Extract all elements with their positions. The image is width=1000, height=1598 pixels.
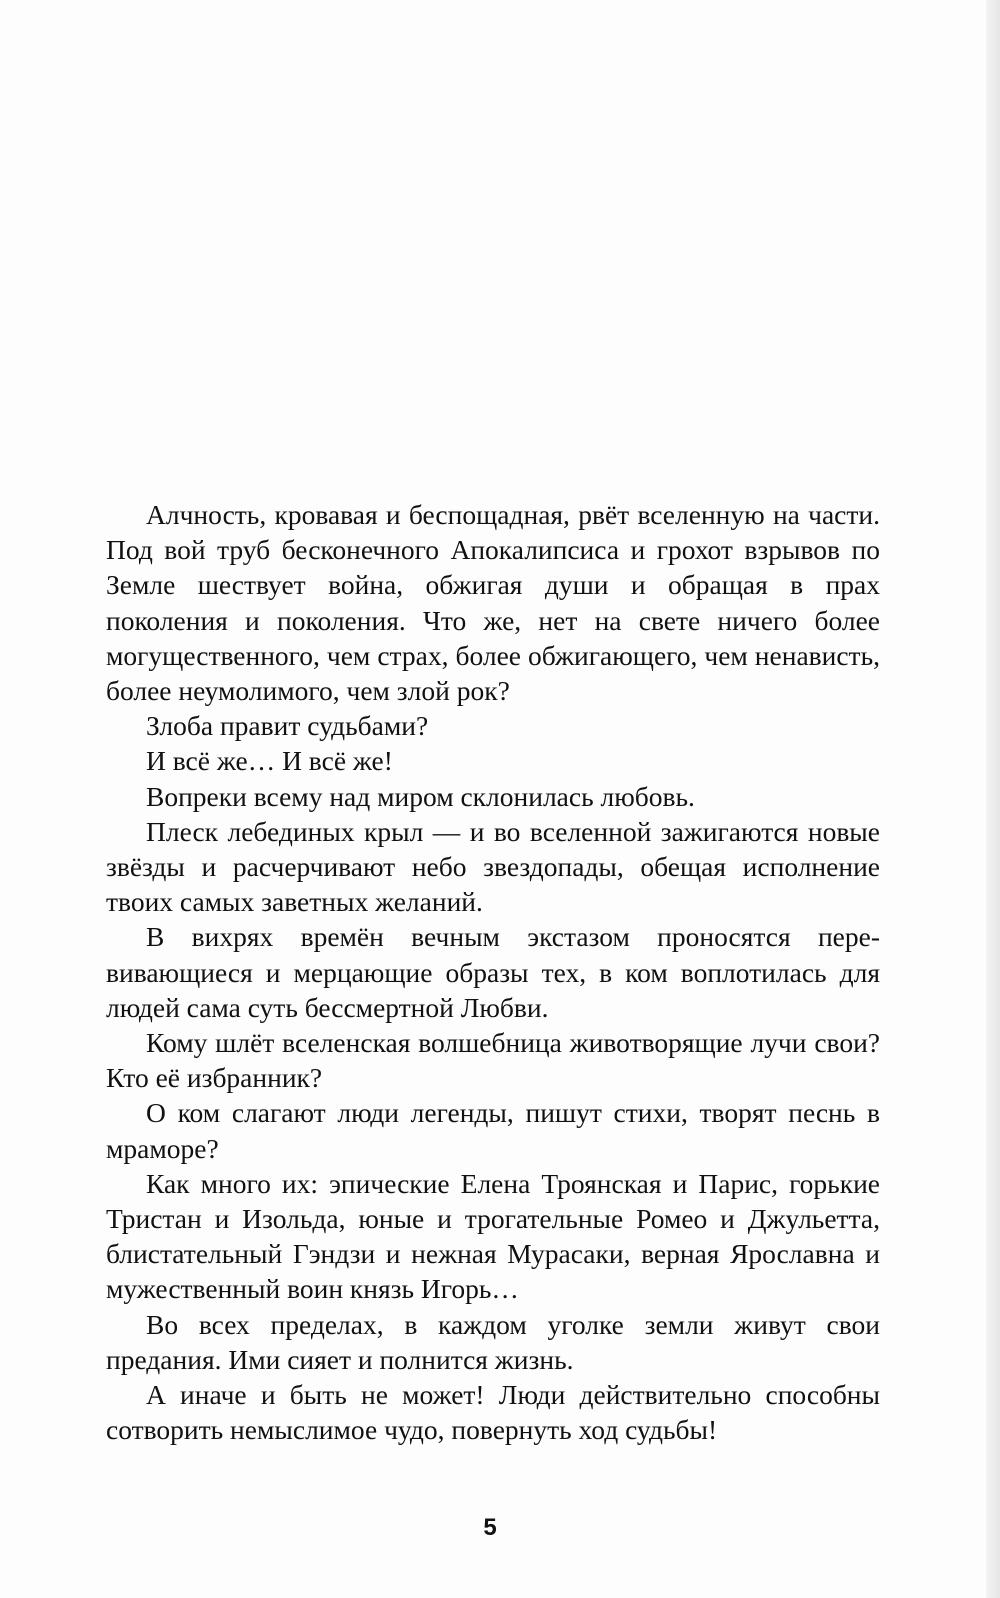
page-number: 5 <box>483 1514 497 1541</box>
paragraph: О ком слагают люди легенды, пишут стихи, творят песнь в мраморе? <box>106 1097 880 1164</box>
paragraph: Кому шлёт вселенская волшебница животворящие лучи свои? Кто её избранник? <box>106 1027 880 1094</box>
body-text <box>106 497 880 1447</box>
paragraph: Злоба правит судьбами? <box>146 710 429 742</box>
page-edge-shadow <box>986 0 1000 1598</box>
paragraph: Во всех пределах, в каждом уголке земли живут свои предания. Ими сияет и полнится жизнь. <box>106 1308 880 1375</box>
paragraph: Алчность, кровавая и беспощадная, рвёт вселенную на части. Под вой труб бесконечного Апокалипсиса и грохот взрывов по Земле шествует война, обжигая души и обращая в прах поколения и поколения. Что же, нет на свете ничего более могущественного, чем страх, более обжигающего, чем ненависть, более неумолимого, чем злой рок? <box>106 499 880 707</box>
paragraph: Плеск лебединых крыл — и во вселенной зажигаются новые звёзды и расчерчивают небо звездопады, обещая исполнение твоих самых заветных желаний. <box>106 815 880 918</box>
paragraph: В вихрях времён вечным экстазом проносятся перевивающиеся и мерцающие образы тех, в ком воплотилась для людей сама суть бессмертной Любви. <box>106 921 880 1023</box>
paragraph: И всё же… И всё же! <box>146 745 393 777</box>
paragraph: Как много их: эпические Елена Троянская и Парис, горькие Тристан и Изольда, юные и трогательные Ромео и Джульетта, блистательный Гэндзи и нежная Мурасаки, верная Ярославна и мужественный воин князь Игорь… <box>106 1167 880 1305</box>
paragraph: Вопреки всему над миром склонилась любовь. <box>146 780 695 812</box>
paragraph: А иначе и быть не может! Люди действительно способны сотворить немыслимое чудо, повернуть ход судьбы! <box>106 1379 880 1446</box>
